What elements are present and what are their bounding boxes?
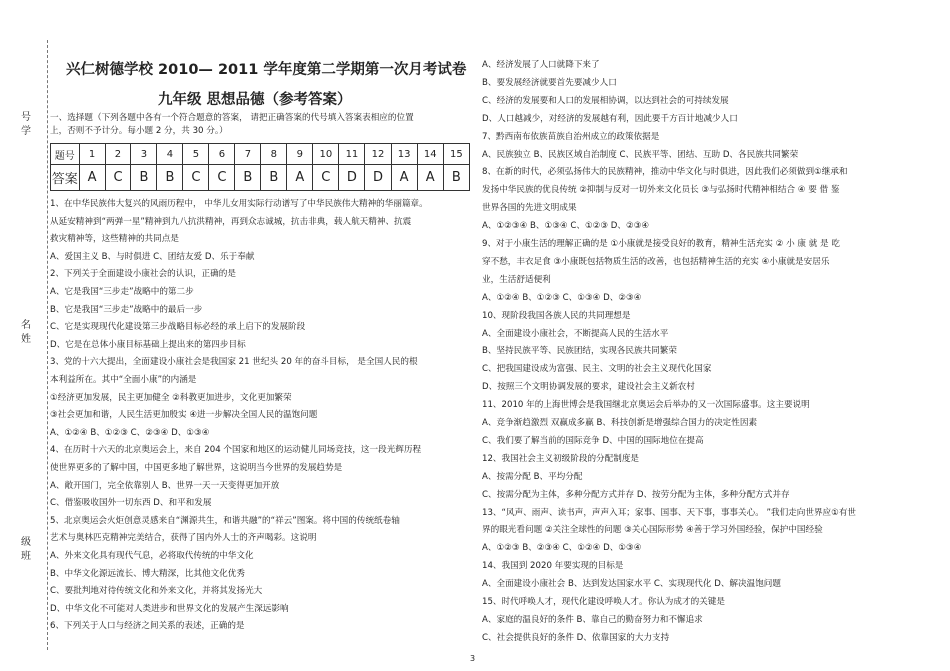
question-line: A、爱国主义 B、与时俱进 C、团结友爱 D、乐于奉献 bbox=[50, 251, 255, 262]
question-line: B、坚持民族平等、民族团结，实现各民族共同繁荣 bbox=[482, 346, 677, 357]
sidebar-label-number-1: 号 bbox=[21, 112, 31, 123]
question-line: C、经济的发展要和人口的发展相协调，以达到社会的可持续发展 bbox=[482, 95, 729, 106]
sidebar-label-name-2: 姓 bbox=[21, 334, 31, 345]
answer-cell: B bbox=[443, 165, 469, 191]
question-line: A、①②③ B、②③④ C、①②④ D、①③④ bbox=[482, 543, 642, 554]
question-number-cell: 4 bbox=[157, 144, 183, 165]
answer-table bbox=[50, 143, 470, 191]
question-line: 穿不愁，丰衣足食 ③小康既包括物质生活的改善，也包括精神生活的充实 ④小康就是安居乐 bbox=[482, 256, 830, 267]
sidebar-label-name-1: 名 bbox=[21, 320, 31, 331]
sidebar-label-class-2: 班 bbox=[21, 551, 31, 562]
cut-line bbox=[47, 40, 48, 650]
question-line: 13、“风声、雨声、读书声，声声入耳；家事、国事、天下事，事事关心。 ”我们走向世界应①有世 bbox=[482, 507, 857, 518]
question-line: 2、下列关于全面建设小康社会的认识，正确的是 bbox=[50, 269, 236, 280]
answer-cell: B bbox=[235, 165, 261, 191]
question-number-cell: 3 bbox=[131, 144, 157, 165]
question-number-cell: 15 bbox=[443, 144, 469, 165]
sidebar-label-class-1: 级 bbox=[21, 537, 31, 548]
question-line: 本利益所在。其中“全面小康”的内涵是 bbox=[50, 375, 197, 385]
question-number-cell: 14 bbox=[417, 144, 443, 165]
question-line: C、借鉴吸收国外一切东西 D、和平和发展 bbox=[50, 498, 212, 509]
question-line: A、它是我国“三步走”战略中的第二步 bbox=[50, 287, 194, 297]
question-line: 5、北京奥运会火炬创意灵感来自“渊源共生，和谐共融”的“祥云”图案。将中国的传统纸卷轴 bbox=[50, 515, 400, 526]
question-line: A、家庭的温良好的条件 B、靠自己的勤奋努力和不懈追求 bbox=[482, 614, 703, 625]
question-line: A、全面建设小康社会 B、达到发达国家水平 C、实现现代化 D、解决温饱问题 bbox=[482, 579, 781, 590]
question-line: A、全面建设小康社会，不断提高人民的生活水平 bbox=[482, 328, 669, 339]
question-line: A、①②③④ B、①③④ C、①②③ D、②③④ bbox=[482, 221, 650, 232]
question-line: D、中华文化不可能对人类进步和世界文化的发展产生深远影响 bbox=[50, 603, 289, 614]
question-line: A、民族独立 B、民族区域自治制度 C、民族平等、团结、互助 D、各民族共同繁荣 bbox=[482, 149, 799, 160]
question-line: 8、在新的时代，必须弘扬伟大的民族精神，推动中华文化与时俱进，因此我们必须做到①继承和 bbox=[482, 167, 848, 178]
question-number-cell: 9 bbox=[287, 144, 313, 165]
answer-cell: A bbox=[391, 165, 417, 191]
answer-cell: B bbox=[157, 165, 183, 191]
question-line: A、经济发展了人口就降下来了 bbox=[482, 60, 600, 70]
section-heading: 一、选择题（下列各题中各有一个符合题意的答案， 请把正确答案的代号填入答案表相应的位置 bbox=[50, 113, 414, 123]
question-line: D、人口越减少，对经济的发展越有利，因此要千方百计地减少人口 bbox=[482, 113, 738, 124]
question-line: 从延安精神到“两弹一星”精神到九八抗洪精神，再到众志诚城，抗击非典，载人航天精神、抗震 bbox=[50, 216, 412, 227]
question-line: A、①②④ B、①②③ C、②③④ D、①③④ bbox=[50, 427, 210, 438]
answer-cell: D bbox=[365, 165, 391, 191]
question-line: ①经济更加发展，民主更加健全 ②科教更加进步，文化更加繁荣 bbox=[50, 392, 292, 403]
question-number-cell: 10 bbox=[313, 144, 339, 165]
answer-cell: C bbox=[105, 165, 131, 191]
question-line: A、①②④ B、①②③ C、①③④ D、②③④ bbox=[482, 292, 642, 303]
answer-table-answer-row bbox=[51, 165, 470, 191]
question-line: 14、我国到 2020 年要实现的目标是 bbox=[482, 561, 624, 572]
question-number-cell: 5 bbox=[183, 144, 209, 165]
question-line: 10、现阶段我国各族人民的共同理想是 bbox=[482, 310, 631, 321]
question-line: 使世界更多的了解中国，中国更多地了解世界，这说明当今世界的发展趋势是 bbox=[50, 463, 343, 473]
question-line: A、外来文化具有现代气息，必将取代传统的中华文化 bbox=[50, 551, 254, 561]
question-number-cell: 7 bbox=[235, 144, 261, 165]
question-line: 业，生活舒适便利 bbox=[482, 274, 551, 285]
answer-cell: A bbox=[287, 165, 313, 191]
answer-cell: A bbox=[417, 165, 443, 191]
answer-table-number-row bbox=[51, 144, 470, 165]
question-number-cell: 2 bbox=[105, 144, 131, 165]
question-line: 7、黔西南布依族苗族自治州成立的政策依据是 bbox=[482, 131, 660, 142]
question-line: B、它是我国“三步走”战略中的最后一步 bbox=[50, 304, 203, 315]
question-line: 1、在中华民族伟大复兴的风雨历程中， 中华儿女用实际行动谱写了中华民族伟大精神的华丽篇章。 bbox=[50, 199, 428, 209]
answer-cell: A bbox=[79, 165, 105, 191]
answer-row-label: 答案 bbox=[51, 165, 80, 191]
question-line: 发扬中华民族的优良传统 ②抑制与反对一切外来文化员长 ③与弘扬时代精神相结合 ④ 要 借 鉴 bbox=[482, 185, 840, 196]
question-line: C、按需分配为主体，多种分配方式并存 D、按劳分配为主体，多种分配方式并存 bbox=[482, 489, 790, 500]
question-number-cell: 12 bbox=[365, 144, 391, 165]
question-line: 界的眼光看问题 ②关注全球性的问题 ③关心国际形势 ④善于学习外国经验，保护中国经验 bbox=[482, 525, 823, 536]
question-line: 艺术与奥林匹克精神完美结合，获得了国内外人士的齐声喝彩。这说明 bbox=[50, 533, 317, 544]
answer-cell: C bbox=[313, 165, 339, 191]
question-line: C、我们要了解当前的国际竞争 D、中国的国际地位在提高 bbox=[482, 435, 704, 446]
question-number-cell: 13 bbox=[391, 144, 417, 165]
exam-subtitle: 九年级 思想品德（参考答案） bbox=[158, 92, 352, 108]
question-number-cell: 8 bbox=[261, 144, 287, 165]
question-line: 11、2010 年的上海世博会是我国继北京奥运会后举办的又一次国际盛事。这主要说明 bbox=[482, 400, 810, 411]
question-line: 世界各国的先进文明成果 bbox=[482, 203, 577, 214]
answer-cell: C bbox=[209, 165, 235, 191]
question-line: 15、时代呼唤人才，现代化建设呼唤人才。你认为成才的关键是 bbox=[482, 597, 725, 607]
question-number-cell: 11 bbox=[339, 144, 365, 165]
answer-cell: C bbox=[183, 165, 209, 191]
question-line: C、社会提供良好的条件 D、依靠国家的大力支持 bbox=[482, 632, 670, 643]
question-line: A、竞争渐趋激烈 双赢成多赢 B、科技创新是增强综合国力的决定性因素 bbox=[482, 418, 758, 428]
number-row-label: 题号 bbox=[51, 144, 80, 165]
exam-title: 兴仁树德学校 2010— 2011 学年度第二学期第一次月考试卷 bbox=[66, 62, 467, 78]
question-line: B、要发展经济就要首先要减少人口 bbox=[482, 77, 617, 88]
question-number-cell: 1 bbox=[79, 144, 105, 165]
section-heading-cont: 上，否则不予计分。每小题 2 分，共 30 分。） bbox=[50, 126, 228, 136]
question-line: C、要批判地对待传统文化和外来文化，并将其发扬光大 bbox=[50, 586, 263, 597]
question-line: C、它是实现现代化建设第三步战略目标必经的承上启下的发展阶段 bbox=[50, 322, 306, 333]
question-line: C、把我国建设成为富强、民主、文明的社会主义现代化国家 bbox=[482, 364, 712, 375]
question-line: D、它是在总体小康目标基础上提出来的第四步目标 bbox=[50, 339, 246, 350]
question-line: 12、我国社会主义初级阶段的分配制度是 bbox=[482, 453, 640, 464]
question-line: 救灾精神等，这些精神的共同点是 bbox=[50, 234, 179, 245]
page-number: 3 bbox=[470, 654, 476, 663]
question-line: 3、党的十六大提出，全面建设小康社会是我国家 21 世纪头 20 年的奋斗目标， 是全国人民的根 bbox=[50, 357, 418, 368]
question-line: 4、在历时十六天的北京奥运会上，来自 204 个国家和地区的运动健儿同场竞技，这一段光辉历程 bbox=[50, 445, 422, 456]
question-line: D、按照三个文明协调发展的要求，建设社会主义新农村 bbox=[482, 382, 695, 393]
question-line: A、按需分配 B、平均分配 bbox=[482, 471, 583, 482]
sidebar-label-number-2: 学 bbox=[21, 126, 31, 137]
answer-cell: D bbox=[339, 165, 365, 191]
question-line: 6、下列关于人口与经济之间关系的表述，正确的是 bbox=[50, 621, 245, 632]
question-line: B、中华文化源远流长、博大精深，比其他文化优秀 bbox=[50, 568, 245, 579]
answer-cell: B bbox=[131, 165, 157, 191]
question-number-cell: 6 bbox=[209, 144, 235, 165]
question-line: A、敞开国门，完全依靠别人 B、世界一天一天变得更加开放 bbox=[50, 480, 280, 491]
question-line: 9、对于小康生活的理解正确的是 ①小康就是接受良好的教育，精神生活充实 ② 小 康 就 是 吃 bbox=[482, 239, 840, 249]
question-line: ③社会更加和谐，人民生活更加殷实 ④进一步解决全国人民的温饱问题 bbox=[50, 410, 318, 421]
answer-cell: B bbox=[261, 165, 287, 191]
